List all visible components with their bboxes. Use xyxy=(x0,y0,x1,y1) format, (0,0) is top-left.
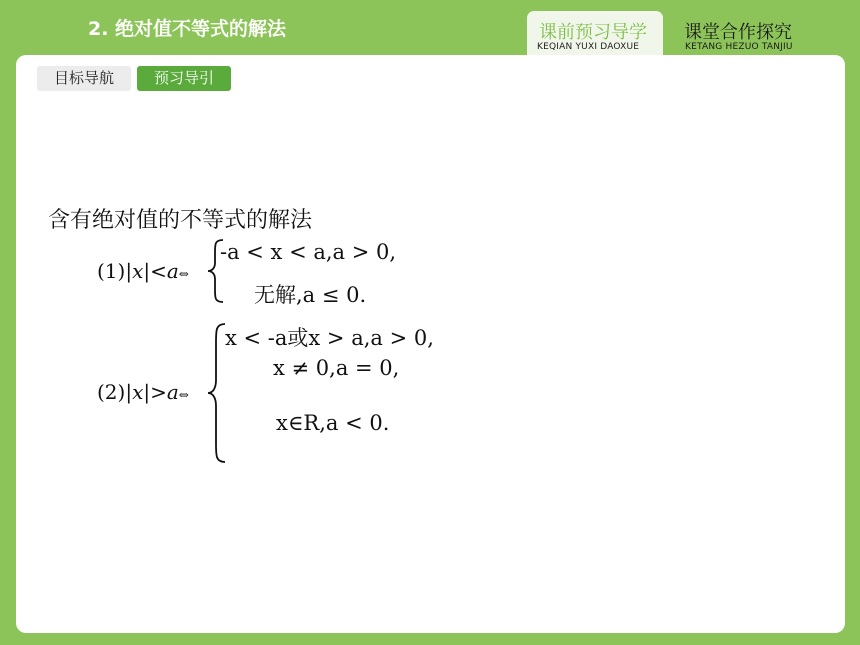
tab-class-explore[interactable] xyxy=(676,11,816,57)
rule2-prefix: (2)| xyxy=(97,380,133,404)
tab-preview-guide-label: 课前预习导学 xyxy=(539,22,647,43)
rule2-case-2: x ≠ 0,a = 0, xyxy=(273,356,400,380)
rule2-mid: |> xyxy=(143,380,167,404)
rule2-a: a xyxy=(166,380,179,404)
tab-preview-guide-sublabel: KEQIAN YUXI DAOXUE xyxy=(537,42,640,52)
rule2-case-1: x < -a或x > a,a > 0, xyxy=(225,326,434,350)
lesson-title: 2. 绝对值不等式的解法 xyxy=(88,18,287,40)
subtab-goal-navigation[interactable]: 目标导航 xyxy=(37,66,131,91)
rule1-mid: |< xyxy=(143,259,167,283)
rule1-lhs xyxy=(97,259,189,283)
subtab-preview-guide[interactable]: 预习导引 xyxy=(137,66,231,91)
rule1-prefix: (1)| xyxy=(97,259,133,283)
rule1-case-2: 无解,a ≤ 0. xyxy=(254,283,367,307)
rule1-var: x xyxy=(132,259,144,283)
tab-class-explore-label: 课堂合作探究 xyxy=(684,22,792,43)
rule1-case-1: -a < x < a,a > 0, xyxy=(220,240,397,264)
section-heading: 含有绝对值的不等式的解法 xyxy=(48,208,313,233)
rule1-equiv-icon: ⇔ xyxy=(178,267,189,281)
tab-class-explore-sublabel: KETANG HEZUO TANJIU xyxy=(685,42,793,52)
rule2-lhs xyxy=(97,380,189,404)
rule2-equiv-icon: ⇔ xyxy=(178,388,189,402)
rule2-case-3: x∈R,a < 0. xyxy=(276,411,390,435)
tab-preview-guide[interactable] xyxy=(527,11,663,57)
rule2-var: x xyxy=(132,380,144,404)
rule1-a: a xyxy=(166,259,179,283)
